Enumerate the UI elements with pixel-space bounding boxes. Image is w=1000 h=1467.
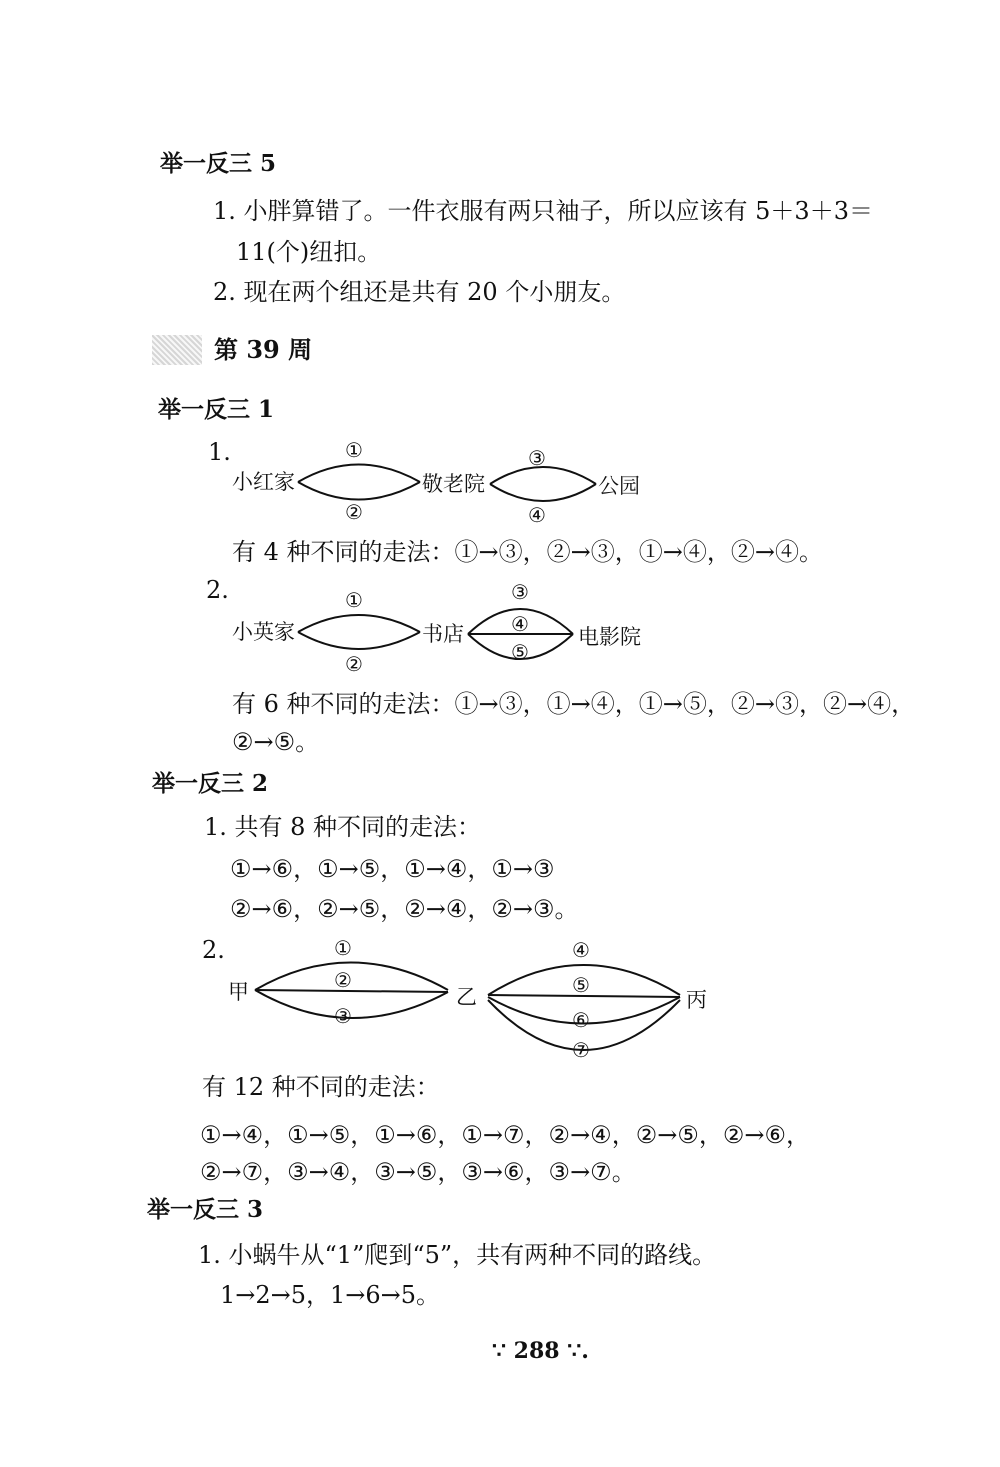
route-number: ① <box>334 936 352 960</box>
question-number: 1. <box>208 438 231 466</box>
answer-line: 1→2→5，1→6→5。 <box>220 1281 441 1309</box>
route-number: ③ <box>334 1004 352 1028</box>
answer-line: 1. 小蜗牛从“1”爬到“5”，共有两种不同的路线。 <box>198 1241 717 1269</box>
place-label: 乙 <box>456 985 477 1009</box>
question-number: 2. <box>202 936 225 964</box>
answer-line: ②→⑤。 <box>232 728 320 756</box>
route-number: ⑥ <box>572 1008 590 1032</box>
route-number: ⑦ <box>572 1038 590 1062</box>
answer-line: 有 4 种不同的走法：①→③，②→③，①→④，②→④。 <box>232 538 823 566</box>
week-title: 第 39 周 <box>214 335 313 364</box>
route-number: ② <box>345 652 363 676</box>
page-number: ∵ 288 ∵. <box>492 1338 589 1364</box>
place-label: 电影院 <box>578 625 641 649</box>
route-number: ① <box>345 438 363 462</box>
place-label: 丙 <box>686 988 707 1012</box>
route-number: ④ <box>528 503 546 527</box>
route-number: ① <box>345 588 363 612</box>
question-number: 2. <box>206 576 229 604</box>
answer-line: 1. 小胖算错了。一件衣服有两只袖子，所以应该有 5＋3＋3＝ <box>213 197 873 225</box>
route-number: ④ <box>572 938 590 962</box>
answer-line: ②→⑥，②→⑤，②→④，②→③。 <box>230 895 579 923</box>
place-label: 小英家 <box>232 620 295 644</box>
section-heading-2: 举一反三 2 <box>152 770 269 797</box>
route-number: ④ <box>511 612 529 636</box>
answer-line: ②→⑦，③→④，③→⑤，③→⑥，③→⑦。 <box>200 1158 636 1186</box>
place-label: 公园 <box>598 474 640 498</box>
place-label: 书店 <box>422 622 464 646</box>
route-number: ⑤ <box>511 640 529 664</box>
route-number: ③ <box>528 446 546 470</box>
route-number: ② <box>345 500 363 524</box>
answer-line: 11(个)纽扣。 <box>236 238 382 266</box>
place-label: 敬老院 <box>422 472 485 496</box>
section-heading-1: 举一反三 1 <box>158 396 275 423</box>
answer-line: 有 6 种不同的走法：①→③，①→④，①→⑤，②→③，②→④， <box>232 690 916 718</box>
route-number: ⑤ <box>572 973 590 997</box>
answer-line: 1. 共有 8 种不同的走法： <box>204 813 482 841</box>
answer-line: ①→⑥，①→⑤，①→④，①→③ <box>230 855 555 883</box>
section-heading-3: 举一反三 3 <box>147 1196 264 1223</box>
answer-line: 有 12 种不同的走法： <box>202 1073 440 1101</box>
route-number: ③ <box>511 580 529 604</box>
route-number: ② <box>334 968 352 992</box>
place-label: 甲 <box>228 980 249 1004</box>
section-heading-5: 举一反三 5 <box>160 150 277 177</box>
place-label: 小红家 <box>232 470 295 494</box>
answer-line: ①→④，①→⑤，①→⑥，①→⑦，②→④，②→⑤，②→⑥， <box>200 1121 810 1149</box>
answer-line: 2. 现在两个组还是共有 20 个小朋友。 <box>213 278 626 306</box>
